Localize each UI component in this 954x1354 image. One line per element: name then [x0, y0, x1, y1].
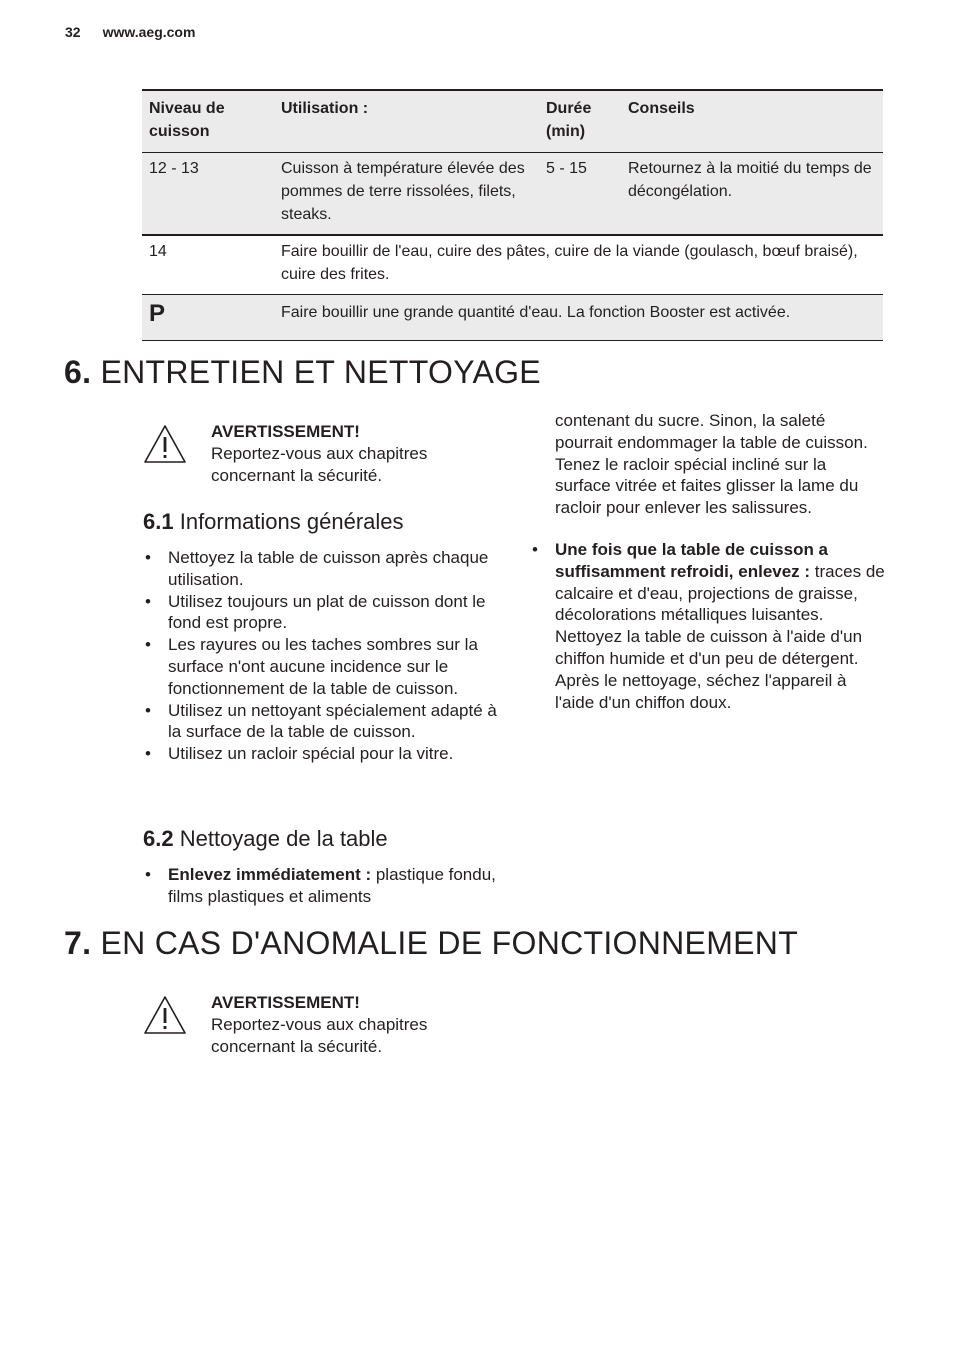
power-boost-symbol: P: [149, 300, 166, 327]
page-header: [65, 24, 195, 40]
list-item: [143, 864, 498, 908]
cell-level: 12 - 13: [142, 153, 274, 236]
warning-title: AVERTISSEMENT!: [211, 993, 360, 1012]
column-header-duration: Durée (min): [539, 90, 621, 153]
column-header-use: Utilisation :: [274, 90, 539, 153]
list-item: • Utilisez un nettoyant spécialement adapté à la surface de la table de cuisson.: [143, 700, 498, 744]
warning-box-section-6: [143, 421, 503, 487]
cell-use: Faire bouillir une grande quantité d'eau. La fonction Booster est activée.: [274, 295, 883, 341]
warning-title: AVERTISSEMENT!: [211, 422, 360, 441]
table-row: [142, 235, 883, 295]
cell-use: Cuisson à température élevée des pommes de terre rissolées, filets, steaks.: [274, 153, 539, 236]
website-url: www.aeg.com: [102, 24, 196, 40]
table-row: [142, 295, 883, 341]
warning-text: Reportez-vous aux chapitres concernant la sécurité.: [211, 1015, 428, 1056]
list-item: • Nettoyez la table de cuisson après chaque utilisation.: [143, 547, 498, 591]
section-6-title: ENTRETIEN ET NETTOYAGE: [100, 354, 541, 390]
warning-text: Reportez-vous aux chapitres concernant la sécurité.: [211, 444, 428, 485]
list-item-bold: Enlevez immédiatement :: [168, 865, 372, 884]
section-6-number: 6.: [64, 354, 92, 390]
subsection-number: 6.2: [143, 826, 174, 851]
list-item-text: traces de calcaire et d'eau, projections de graisse, décolorations métalliques luisantes. Nettoyez la table de cuisson à l'aide d'un chiffon humide et d'un peu de détergent. Après le nettoyage, séchez l'appareil à l'aide d'un chiffon doux.: [555, 561, 885, 712]
cell-level: [142, 295, 274, 341]
column-header-level: Niveau de cuisson: [142, 90, 274, 153]
list-item-text: plastique fondu, films plastiques et aliments: [168, 865, 496, 906]
list-item-bold: Une fois que la table de cuisson a suffisamment refroidi, enlevez :: [555, 540, 829, 581]
cleaning-list-right: [530, 539, 885, 713]
section-7-title: EN CAS D'ANOMALIE DE FONCTIONNEMENT: [100, 925, 799, 961]
list-item: • Utilisez toujours un plat de cuisson dont le fond est propre.: [143, 591, 498, 635]
warning-box-section-7: [143, 992, 503, 1058]
cell-tips: Retournez à la moitié du temps de décongélation.: [621, 153, 883, 236]
cell-level: 14: [142, 235, 274, 295]
cell-duration: 5 - 15: [539, 153, 621, 236]
cooking-levels-table: [142, 89, 883, 341]
cleaning-list-left: [143, 864, 498, 908]
subsection-title: Nettoyage de la table: [179, 826, 388, 851]
warning-icon: [143, 995, 187, 1035]
list-item: [530, 539, 885, 713]
list-item: • Utilisez un racloir spécial pour la vitre.: [143, 743, 498, 765]
section-6-heading: [64, 353, 541, 391]
subsection-title: Informations générales: [179, 509, 404, 534]
section-7-number: 7.: [64, 925, 92, 961]
warning-icon: [143, 424, 187, 464]
subsection-6-1-heading: [143, 508, 404, 536]
table-row: [142, 153, 883, 236]
column-header-tips: Conseils: [621, 90, 883, 153]
section-7-heading: [64, 924, 798, 962]
list-item-continuation: contenant du sucre. Sinon, la saleté pourrait endommager la table de cuisson. Tenez le racloir spécial incliné sur la surface vitrée et faites glisser la lame du racloir pour enlever les salissures.: [555, 411, 868, 518]
subsection-6-2-heading: [143, 825, 388, 853]
table-header-row: [142, 90, 883, 153]
subsection-number: 6.1: [143, 509, 174, 534]
cell-use: Faire bouillir de l'eau, cuire des pâtes, cuire de la viande (goulasch, bœuf braisé), cuire des frites.: [274, 235, 883, 295]
list-item: • Les rayures ou les taches sombres sur la surface n'ont aucune incidence sur le fonctionnement de la table de cuisson.: [143, 634, 498, 699]
page-number: 32: [65, 24, 81, 40]
general-info-list: [143, 547, 498, 765]
